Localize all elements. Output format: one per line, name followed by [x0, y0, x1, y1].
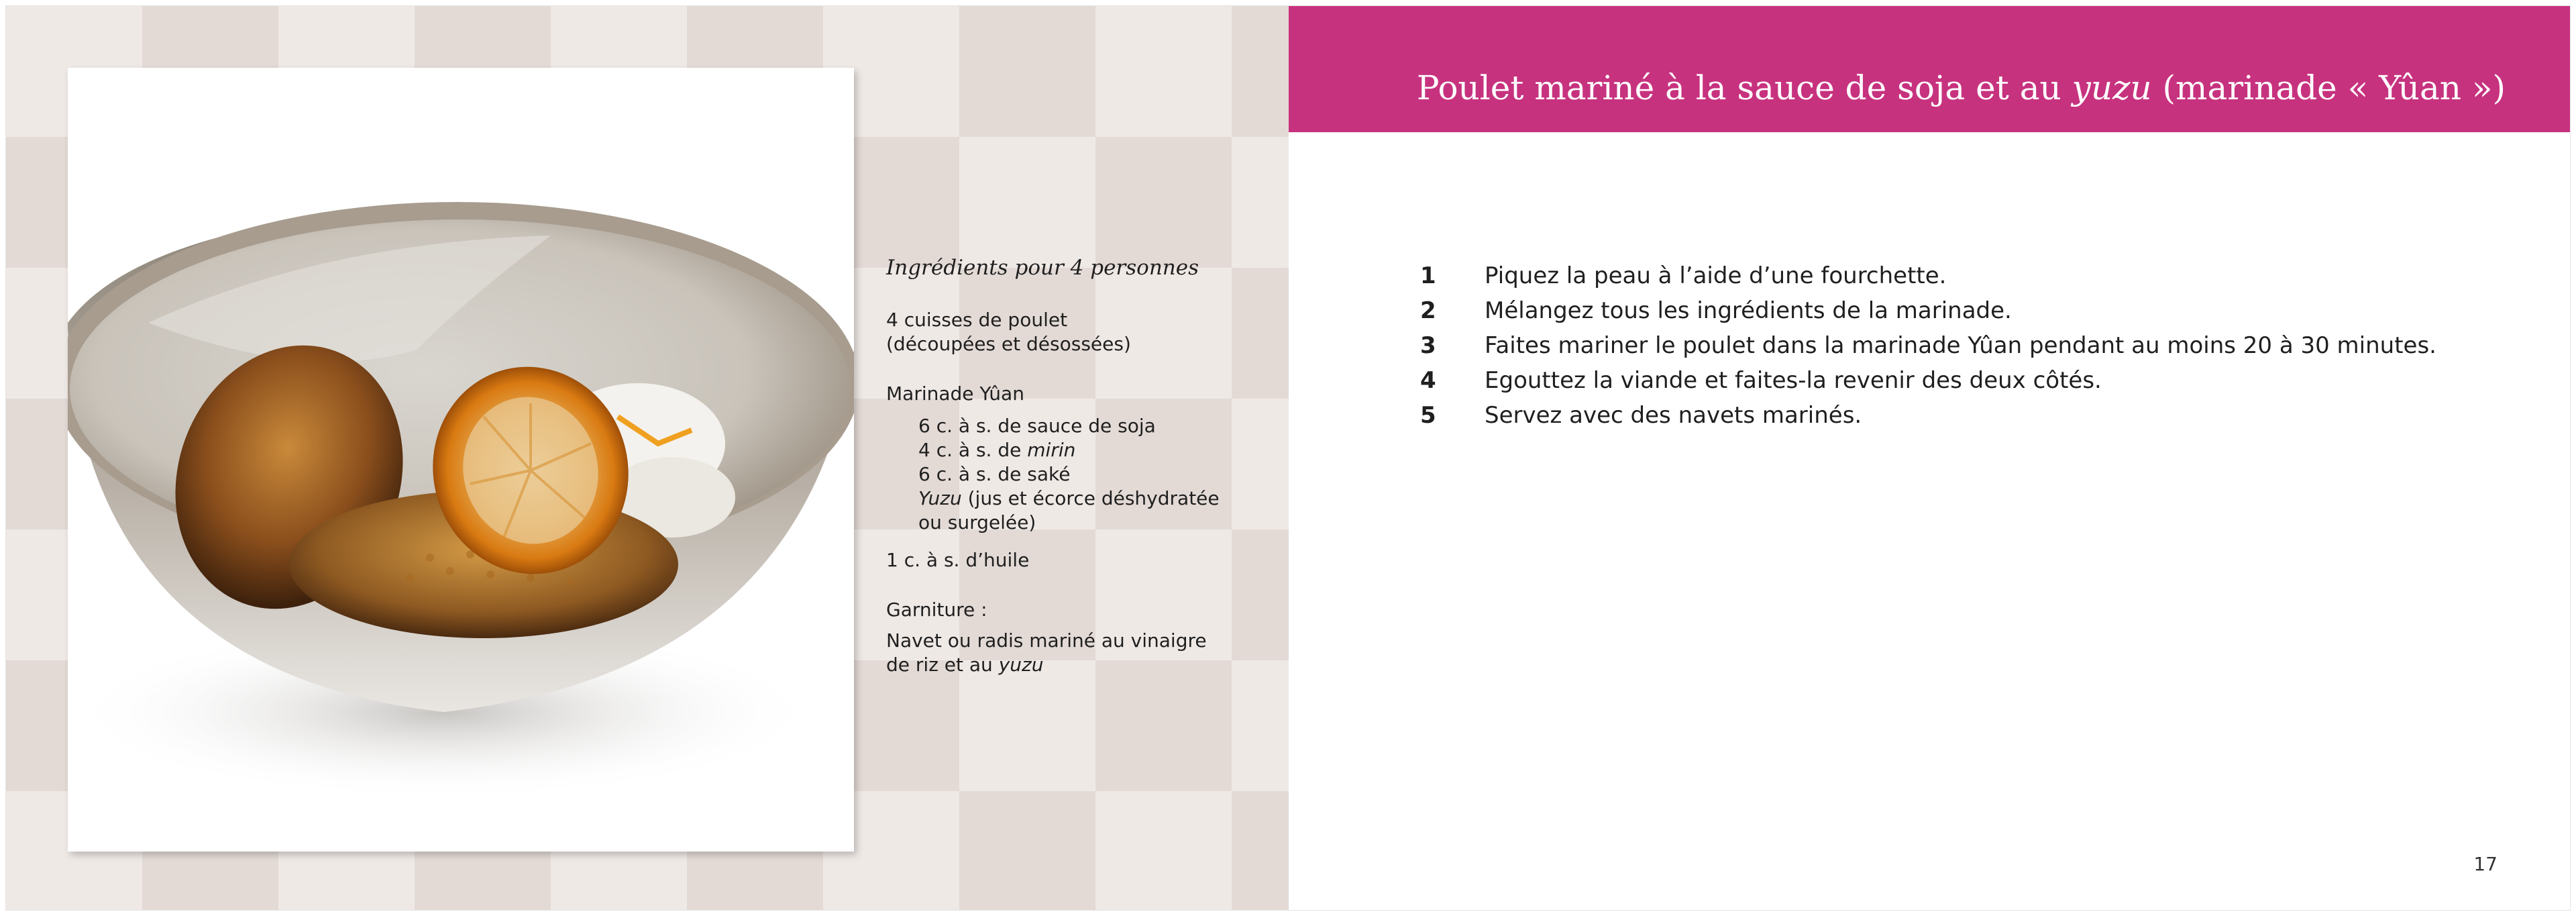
- marinade-heading: Marinade Yûan: [886, 383, 1024, 405]
- yuzu-word: Yuzu: [918, 487, 962, 509]
- step-text: Faites mariner le poulet dans la marinade Yûan pendant au moins 20 à 30 minutes.: [1485, 332, 2436, 359]
- garnish-heading: Garniture :: [886, 599, 987, 621]
- step-item: [1420, 363, 2436, 398]
- marinade-mirin: [886, 438, 1262, 462]
- step-number: 5: [1420, 402, 1436, 429]
- step-number: 1: [1420, 262, 1436, 289]
- oil-ingredient: 1 c. à s. d’huile: [886, 549, 1030, 571]
- chicken-line-2: (découpées et désossées): [886, 333, 1131, 355]
- title-part-1: Poulet mariné à la sauce de soja et au: [1416, 68, 2072, 107]
- step-item: [1420, 293, 2436, 328]
- recipe-steps: [1420, 258, 2436, 433]
- garnish-line-2: [886, 653, 1262, 677]
- left-page: [6, 6, 1289, 911]
- marinade-soy: 6 c. à s. de sauce de soja: [918, 415, 1156, 437]
- ingredients-list: [886, 256, 1262, 677]
- recipe-title: [1417, 68, 2506, 108]
- marinade-section: [886, 382, 1262, 535]
- step-number: 3: [1420, 332, 1436, 359]
- yuzu-rest: (jus et écorce déshydratée: [961, 487, 1220, 509]
- marinade-sake: 6 c. à s. de saké: [918, 463, 1071, 485]
- chicken-ingredient: [886, 308, 1262, 356]
- dish-photo: [68, 68, 854, 852]
- step-text: Egouttez la viande et faites-la revenir des deux côtés.: [1485, 367, 2102, 394]
- step-item: [1420, 328, 2436, 363]
- book-spread: [5, 5, 2571, 911]
- right-page: [1289, 6, 2571, 911]
- chicken-yuzu-bowl-illustration: [68, 68, 854, 852]
- step-text: Mélangez tous les ingrédients de la marinade.: [1485, 297, 2012, 324]
- step-item: [1420, 258, 2436, 293]
- title-part-2: (marinade « Yûan »): [2151, 68, 2506, 107]
- page-number: 17: [2473, 853, 2498, 875]
- step-number: 4: [1420, 367, 1436, 394]
- step-text: Servez avec des navets marinés.: [1485, 402, 1862, 429]
- step-number: 2: [1420, 297, 1436, 324]
- garnish-line-1: Navet ou radis mariné au vinaigre: [886, 629, 1207, 652]
- step-item: [1420, 398, 2436, 433]
- chicken-line-1: 4 cuisses de poulet: [886, 309, 1068, 331]
- mirin-prefix: 4 c. à s. de: [918, 439, 1028, 461]
- title-italic: yuzu: [2072, 68, 2152, 107]
- marinade-yuzu: [886, 487, 1262, 511]
- garnish-section: [886, 598, 1262, 677]
- title-banner: [1289, 6, 2571, 132]
- marinade-yuzu-line-2: ou surgelée): [918, 511, 1036, 533]
- step-text: Piquez la peau à l’aide d’une fourchette.: [1485, 262, 1947, 289]
- mirin-word: mirin: [1027, 439, 1076, 461]
- ingredients-title: Ingrédients pour 4 personnes: [886, 256, 1199, 280]
- garnish-prefix: de riz et au: [886, 654, 999, 676]
- garnish-yuzu-word: yuzu: [998, 654, 1044, 676]
